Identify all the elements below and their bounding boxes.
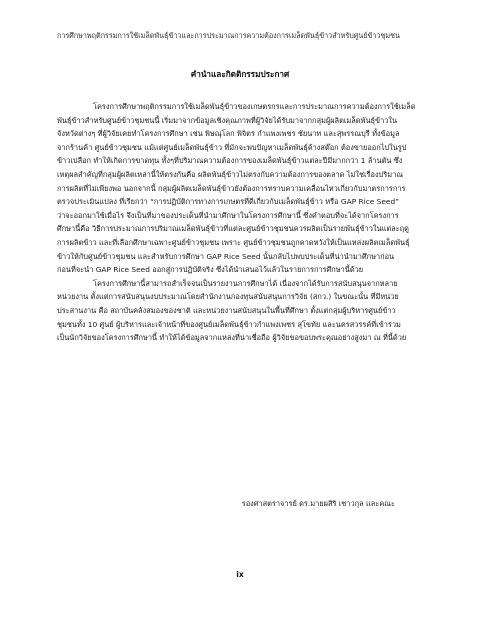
paragraph-line: ข้าวเปลือก ทำให้เกิดการขาดทุน ทั้งๆที่ปริมาณความต้องการของเมล็ดพันธุ์ข้าวแต่ละปีมีมากกว่า 1 ล้านตัน ซึ่ง [57,156,403,166]
paragraph-line: ชุมชนทั้ง 10 ศูนย์ ผู้บริหารและเจ้าหน้าที่ของศูนย์เมล็ดพันธุ์ข้าวกำแพงเพชร สุโขทัย และนครสวรรค์ที่เข้าร่วม [57,319,401,329]
running-header: การศึกษาพฤติกรรมการใช้เมล็ดพันธุ์ข้าวและการประมาณการความต้องการเมล็ดพันธุ์ข้าวสำหรับศูนย์ข้าวชุมชน [57,31,400,40]
paragraph-line: พันธุ์ข้าวสำหรับศูนย์ข้าวชุมชนนี้ เริ่มมาจากข้อมูลเชิงคุณภาพที่ผู้วิจัยได้รับมาจากกลุ่มผู้ผลิตเมล็ดพันธุ์ข้าวใน [57,115,398,125]
paragraph-line: โครงการศึกษานี้สามารถสำเร็จจนเป็นรายงานการศึกษาได้ เนื่องจากได้รับการสนับสนุนจากหลาย [93,278,398,288]
paragraph-line: ก่อนที่จะนำ GAP Rice Seed ออกสู่การปฏิบัติจริง ซึ่งได้นำเสนอไว้แล้วในรายการการศึกษานี้ด้วย [57,265,364,275]
paragraph-line: หน่วยงาน ตั้งแต่การสนับสนุนงบประมาณโดยสำนักงานกองทุนสนับสนุนการวิจัย (สกว.) ในขณะนั้น ที่มีหน่วย [57,292,399,302]
paragraph-line: ตรวจประเมินแปลง ที่เรียกว่า “การปฏิบัติการทางการเกษตรที่ดีเกี่ยวกับเมล็ดพันธุ์ข้าว หรือ GAP Rice Seed” [57,197,399,207]
paragraph-line: ประสานงาน คือ สถาบันคลังสมองของชาติ และหน่วยงานสนับสนุนในพื้นที่ศึกษา ตั้งแต่กลุ่มผู้บริหารศูนย์ข้าว [57,305,396,315]
page-title: คำนำและกิตติกรรมประกาศ [190,69,290,79]
paragraph-line: โครงการศึกษาพฤติกรรมการใช้เมล็ดพันธุ์ข้าวของเกษตรกรและการประมาณการความต้องการใช้เมล็ด [93,102,416,111]
paragraph-line: เป็นนักวิจัยของโครงการศึกษานี้ ทำให้ได้ข้อมูลจากแหล่งที่น่าเชื่อถือ ผู้วิจัยขอขอบพระคุณอย่างสูงมา ณ ที่นี้ด้วย [57,333,407,343]
author-signature: รองศาสตราจารย์ ดร.มายผสิริ เชาวกุล และคณะ [241,499,395,508]
paragraph-2 [57,277,427,345]
paragraph-line: เหตุผลสำคัญที่กลุ่มผู้ผลิตเหล่านี้ให้ตรงกันคือ ผลิตพันธุ์ข้าวไม่ตรงกับความต้องการของตลาด ไม่ใช่เรื่องปริมาณ [57,169,404,179]
paragraph-line: ว่าจะออกมาใช้เมื่อไร จึงเป็นที่มาของประเด็นที่นำมาศึกษาในโครงการศึกษานี้ ซึ่งคำตอบที่จะได้จากโครงการ [57,210,399,220]
paragraph-line: ศึกษานี้คือ วิธีการประมาณการปริมาณเมล็ดพันธุ์ข้าวที่แต่ละศูนย์ข้าวชุมชนควรผลิตเป็นรายพันธุ์ข้าวในแต่ละฤดู [57,224,409,234]
paragraph-line: การผลิตที่ไม่เพียงพอ นอกจากนี้ กลุ่มผู้ผลิตเมล็ดพันธุ์ข้าวยังต้องการทราบความเคลื่อนไหวเกี่ยวกับมาตรการการ [57,183,406,193]
paragraph-line: จังหวัดต่างๆ ที่ผู้วิจัยเคยทำโครงการศึกษา เช่น พิษณุโลก พิจิตร กำแพงเพชร ชัยนาท และสุพรรณบุรี ทั้งข้อมูล [57,129,400,139]
paragraph-1 [57,100,427,277]
body-text [57,100,427,345]
paragraph-line: จากร้านค้า ศูนย์ข้าวชุมชน แม้แต่ศูนย์เมล็ดพันธุ์ข้าว ที่มักจะพบปัญหาเมล็ดพันธุ์ค้างสต๊อก ต้องขายออกไปในรูป [57,142,407,152]
paragraph-line: การผลิตข้าว และที่เลือกศึกษาเฉพาะศูนย์ข้าวชุมชน เพราะ ศูนย์ข้าวชุมชนถูกคาดหวังให้เป็นแหล่งผลิตเมล็ดพันธุ์ [57,237,410,247]
paragraph-line: ข้าวให้กับศูนย์ข้าวชุมชน และสำหรับการศึกษา GAP Rice Seed นั้นกลับไปพบประเด็นที่น่านำมาศึกษาก่อน [57,251,395,261]
page-number: ix [236,570,244,579]
